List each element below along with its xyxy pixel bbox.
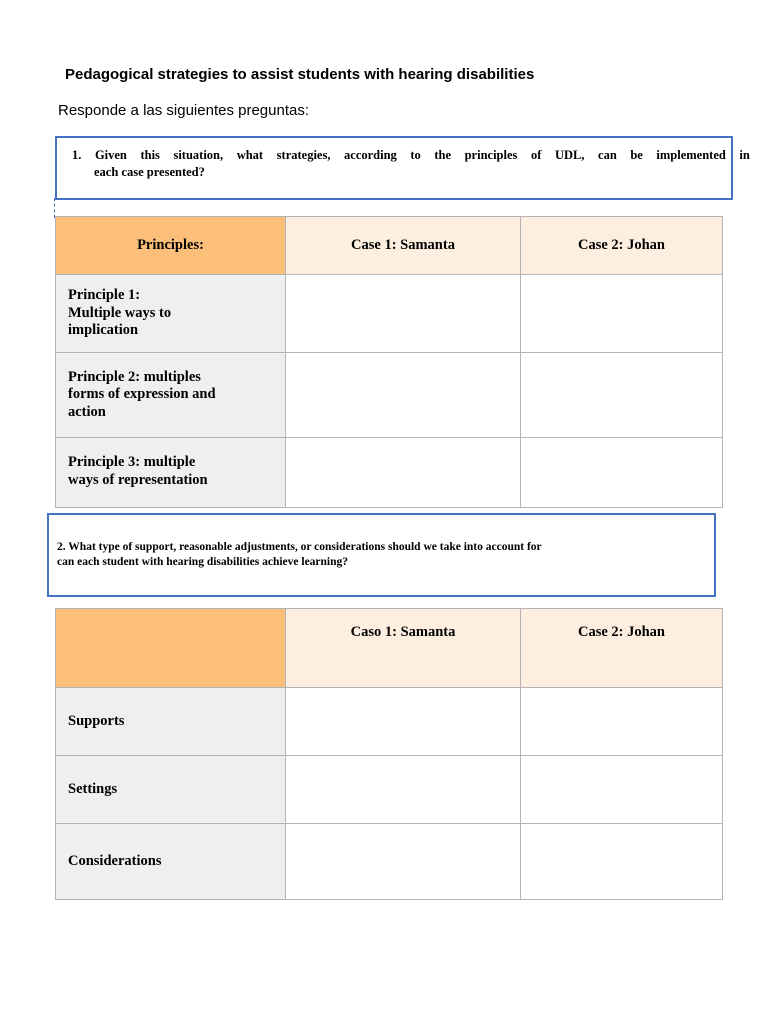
principle-3-case-2-cell[interactable] xyxy=(521,438,723,508)
supports-case-2-cell[interactable] xyxy=(521,688,723,756)
question-1-line-1 xyxy=(72,147,750,164)
question-1-word: can xyxy=(598,148,617,162)
considerations-case-1-cell[interactable] xyxy=(286,824,521,900)
table-header-row xyxy=(56,217,723,275)
question-1-word: to xyxy=(410,148,421,162)
case-2-header: Case 2: Johan xyxy=(521,217,723,275)
principle-2-case-2-cell[interactable] xyxy=(521,353,723,438)
question-1-word: UDL, xyxy=(554,148,585,162)
question-1-text xyxy=(72,147,750,181)
question-1-word: be xyxy=(630,148,643,162)
table-header-row xyxy=(56,609,723,688)
principle-1-case-1-cell[interactable] xyxy=(286,275,521,353)
table-row xyxy=(56,275,723,353)
principles-header: Principles: xyxy=(56,217,286,275)
case-2-header: Case 2: Johan xyxy=(521,609,723,688)
question-2-line-1: 2. What type of support, reasonable adjustments, or considerations should we take into account for xyxy=(57,541,542,553)
supports-table xyxy=(55,608,723,900)
supports-label: Supports xyxy=(56,688,286,756)
table-row xyxy=(56,756,723,824)
question-2-line-2: can each student with hearing disabilities achieve learning? xyxy=(57,556,349,568)
considerations-case-2-cell[interactable] xyxy=(521,824,723,900)
question-1-number: 1. xyxy=(72,148,82,162)
question-1-word: according xyxy=(344,148,397,162)
case-1-header: Caso 1: Samanta xyxy=(286,609,521,688)
table-row xyxy=(56,824,723,900)
principle-3-case-1-cell[interactable] xyxy=(286,438,521,508)
question-1-word: implemented xyxy=(656,148,726,162)
settings-label: Settings xyxy=(56,756,286,824)
principle-2-case-1-cell[interactable] xyxy=(286,353,521,438)
settings-case-1-cell[interactable] xyxy=(286,756,521,824)
empty-header-cell xyxy=(56,609,286,688)
principle-2-label: Principle 2: multiples forms of expression and action xyxy=(56,353,286,438)
principle-3-label: Principle 3: multiple ways of representation xyxy=(56,438,286,508)
connector-dashed-line xyxy=(54,198,55,218)
question-1-word: situation, xyxy=(173,148,224,162)
table-row xyxy=(56,688,723,756)
case-1-header: Case 1: Samanta xyxy=(286,217,521,275)
principles-table xyxy=(55,216,723,508)
question-1-word: Given xyxy=(94,148,127,162)
table-row xyxy=(56,438,723,508)
question-1-word: what xyxy=(236,148,264,162)
principle-1-case-2-cell[interactable] xyxy=(521,275,723,353)
principle-1-label: Principle 1: Multiple ways to implication xyxy=(56,275,286,353)
supports-case-1-cell[interactable] xyxy=(286,688,521,756)
question-2-box xyxy=(47,513,716,597)
question-1-word: this xyxy=(140,148,160,162)
page-title: Pedagogical strategies to assist students with hearing disabilities xyxy=(65,66,535,83)
question-2-text xyxy=(57,540,542,570)
instructions-text: Responde a las siguientes preguntas: xyxy=(58,102,310,119)
table-row xyxy=(56,353,723,438)
question-1-word: of xyxy=(530,148,542,162)
question-1-word: strategies, xyxy=(276,148,331,162)
question-1-word: principles xyxy=(464,148,518,162)
question-1-box xyxy=(55,136,750,200)
question-1-word: the xyxy=(434,148,452,162)
considerations-label: Considerations xyxy=(56,824,286,900)
question-1-line-2: each case presented? xyxy=(94,165,205,179)
question-1-word: in xyxy=(739,148,750,162)
settings-case-2-cell[interactable] xyxy=(521,756,723,824)
